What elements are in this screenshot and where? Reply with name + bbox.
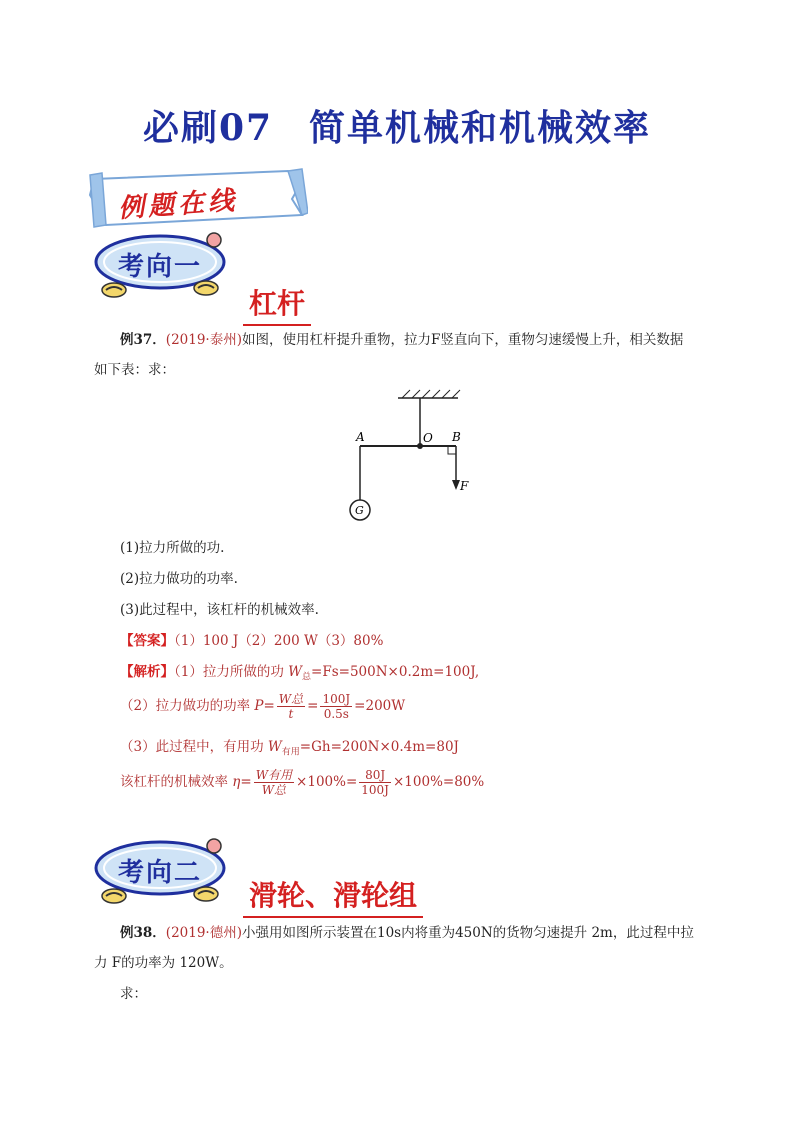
analysis-4-result: ×100%=80% xyxy=(392,774,485,790)
q37-answer xyxy=(120,629,383,653)
fraction-w-t: $\frac{\text{W总}}{t}$ xyxy=(278,692,304,721)
title-prefix: 必刷07 xyxy=(142,107,274,149)
label-a: A xyxy=(356,430,365,444)
page-title xyxy=(0,100,794,151)
q38-text-line1 xyxy=(120,921,720,945)
analysis-4-mid: ×100%= xyxy=(296,774,358,790)
label-f: F xyxy=(460,479,469,493)
q38-text-line2: 力 F的功率为 120W。 xyxy=(94,955,233,971)
analysis-4-text: 该杠杆的机械效率 xyxy=(120,774,228,790)
q38-label: 例38． xyxy=(120,925,166,941)
section-badge-1-text: 考向一 xyxy=(118,252,203,282)
label-b: B xyxy=(452,430,461,444)
analysis-2-text: （2）拉力做功的功率 xyxy=(120,698,251,714)
q37-part-2: (2)拉力做功的功率. xyxy=(120,571,238,587)
analysis-3-formula: =Gh=200N×0.4m=80J xyxy=(299,739,459,755)
label-g: G xyxy=(355,504,364,517)
fraction-wuseful-wtotal: $\frac{\text{W有用}}{\text{W总}}$ xyxy=(255,768,293,797)
analysis-tag: 【解析】 xyxy=(120,664,174,680)
fraction-100j-05s: $\frac{100J}{0.5s}$ xyxy=(322,692,351,721)
banner-text: 例题在线 xyxy=(117,185,240,225)
answer-tag: 【答案】 xyxy=(120,633,174,649)
section-title-1: 杠杆 xyxy=(243,282,311,326)
q37-analysis-4 xyxy=(120,768,484,797)
q37-text1: 如图，使用杠杆提升重物，拉力F竖直向下，重物匀速缓慢上升，相关数据 xyxy=(241,332,684,348)
analysis-1-formula: =Fs=500N×0.2m=100J, xyxy=(311,664,480,680)
q37-analysis-2: （2）拉力做功的功率 P= $\frac{\text{W总}}{t}$ = $\frac{100J}{0.5s}$ =200W xyxy=(120,692,406,721)
q38-source: (2019·德州) xyxy=(165,925,242,941)
label-o: O xyxy=(423,431,433,445)
q38-text1: 小强用如图所示装置在10s内将重为450N的货物匀速提升 2m，此过程中拉 xyxy=(241,925,694,941)
q37-label: 例37． xyxy=(120,332,166,348)
title-main: 简单机械和机械效率 xyxy=(309,107,652,149)
analysis-3-text: （3）此过程中，有用功 xyxy=(120,739,264,755)
q37-analysis-3: （3）此过程中，有用功 $W_{有用}=Gh=200N\times 0.4m=80J$ xyxy=(120,739,459,758)
analysis-1-text: （1）拉力所做的功 xyxy=(174,664,284,680)
q37-text-line1 xyxy=(120,328,720,352)
q37-analysis-1: 【解析】（1）拉力所做的功 $W_总=Fs=500N\times 0.2m=100J$, xyxy=(120,664,480,683)
section-badge-2-text: 考向二 xyxy=(118,858,203,888)
q37-text-line2: 如下表：求： xyxy=(94,362,175,378)
fraction-80j-100j: $\frac{80J}{100J}$ xyxy=(361,768,389,797)
q38-text-line3: 求： xyxy=(120,986,147,1002)
q37-source: (2019·泰州) xyxy=(165,332,242,348)
q37-part-3: (3)此过程中，该杠杆的机械效率. xyxy=(120,602,319,618)
q37-part-1: (1)拉力所做的功. xyxy=(120,540,225,556)
answer-text: （1）100 J（2）200 W（3）80% xyxy=(174,633,384,649)
section-title-2: 滑轮、滑轮组 xyxy=(243,874,423,918)
lever-diagram xyxy=(340,388,490,528)
analysis-4-eta: η= xyxy=(232,774,252,790)
analysis-2-result: =200W xyxy=(354,698,406,714)
analysis-2-p: P= xyxy=(254,698,275,714)
